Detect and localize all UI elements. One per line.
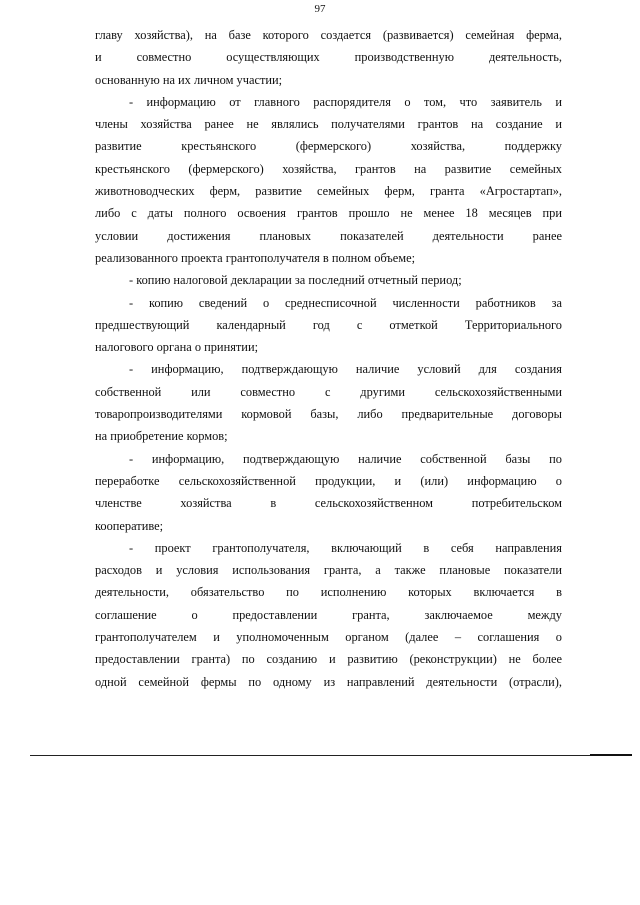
- text-line: - информацию, подтверждающую наличие условий для создания: [129, 362, 562, 377]
- text-line: - информацию, подтверждающую наличие собственной базы по: [129, 451, 562, 466]
- list-item-processing-base: [95, 448, 562, 537]
- text-line: переработке сельскохозяйственной продукции, и (или) информацию о: [95, 473, 562, 488]
- text-line: и совместно осуществляющих производственную деятельность,: [95, 50, 562, 65]
- footer-divider-accent: [590, 754, 632, 756]
- text-line: главу хозяйства), на базе которого создается (развивается) семейная ферма,: [95, 28, 562, 42]
- text-line: членстве хозяйства в сельскохозяйственном потребительском: [95, 496, 562, 511]
- text-line: кооперативе;: [95, 518, 164, 533]
- text-line: развитие крестьянского (фермерского) хозяйства, поддержку: [95, 139, 562, 154]
- list-item-main-distributor-info: [95, 91, 562, 269]
- text-line: деятельности, обязательство по исполнению которых включается в: [95, 585, 562, 600]
- paragraph-continuation: [95, 24, 562, 91]
- text-line: крестьянского (фермерского) хозяйства, грантов на развитие семейных: [95, 161, 562, 176]
- text-line: - проект грантополучателя, включающий в себя направления: [129, 540, 562, 555]
- document-body: [95, 24, 562, 693]
- text-line: собственной или совместно с другими сельскохозяйственными: [95, 384, 562, 399]
- text-line: соглашение о предоставлении гранта, заключаемое между: [95, 607, 562, 622]
- text-line: члены хозяйства ранее не являлись получателями грантов на создание и: [95, 117, 562, 132]
- text-line: животноводческих ферм, развитие семейных ферм, гранта «Агростартап»,: [95, 184, 562, 199]
- text-line: грантополучателем и уполномоченным органом (далее – соглашения о: [95, 630, 562, 645]
- page-number: 97: [314, 3, 326, 15]
- text-line: реализованного проекта грантополучателя в полном объеме;: [95, 250, 416, 265]
- list-item-headcount-info: [95, 292, 562, 359]
- text-line: налогового органа о принятии;: [95, 340, 259, 355]
- list-item-feed-base: [95, 358, 562, 447]
- text-line: одной семейной фермы по одному из направлений деятельности (отрасли),: [95, 674, 562, 689]
- text-line: основанную на их личном участии;: [95, 72, 283, 87]
- text-line: предшествующий календарный год с отметкой Территориального: [95, 317, 562, 332]
- text-line: либо с даты полного освоения грантов прошло не менее 18 месяцев при: [95, 206, 562, 221]
- text-line: предоставлении гранта) по созданию и развитию (реконструкции) не более: [95, 652, 562, 667]
- list-item-grantee-project: [95, 537, 562, 693]
- text-line: товаропроизводителями кормовой базы, либо предварительные договоры: [95, 407, 562, 422]
- text-line: - информацию от главного распорядителя о том, что заявитель и: [129, 94, 562, 109]
- footer-divider: [30, 755, 632, 756]
- text-line: на приобретение кормов;: [95, 429, 228, 444]
- text-line: расходов и условия использования гранта, а также плановые показатели: [95, 563, 562, 578]
- text-line: условии достижения плановых показателей деятельности ранее: [95, 228, 562, 243]
- text-line: - копию налоговой декларации за последний отчетный период;: [129, 273, 462, 288]
- list-item-tax-declaration: [95, 269, 562, 291]
- text-line: - копию сведений о среднесписочной численности работников за: [129, 295, 562, 310]
